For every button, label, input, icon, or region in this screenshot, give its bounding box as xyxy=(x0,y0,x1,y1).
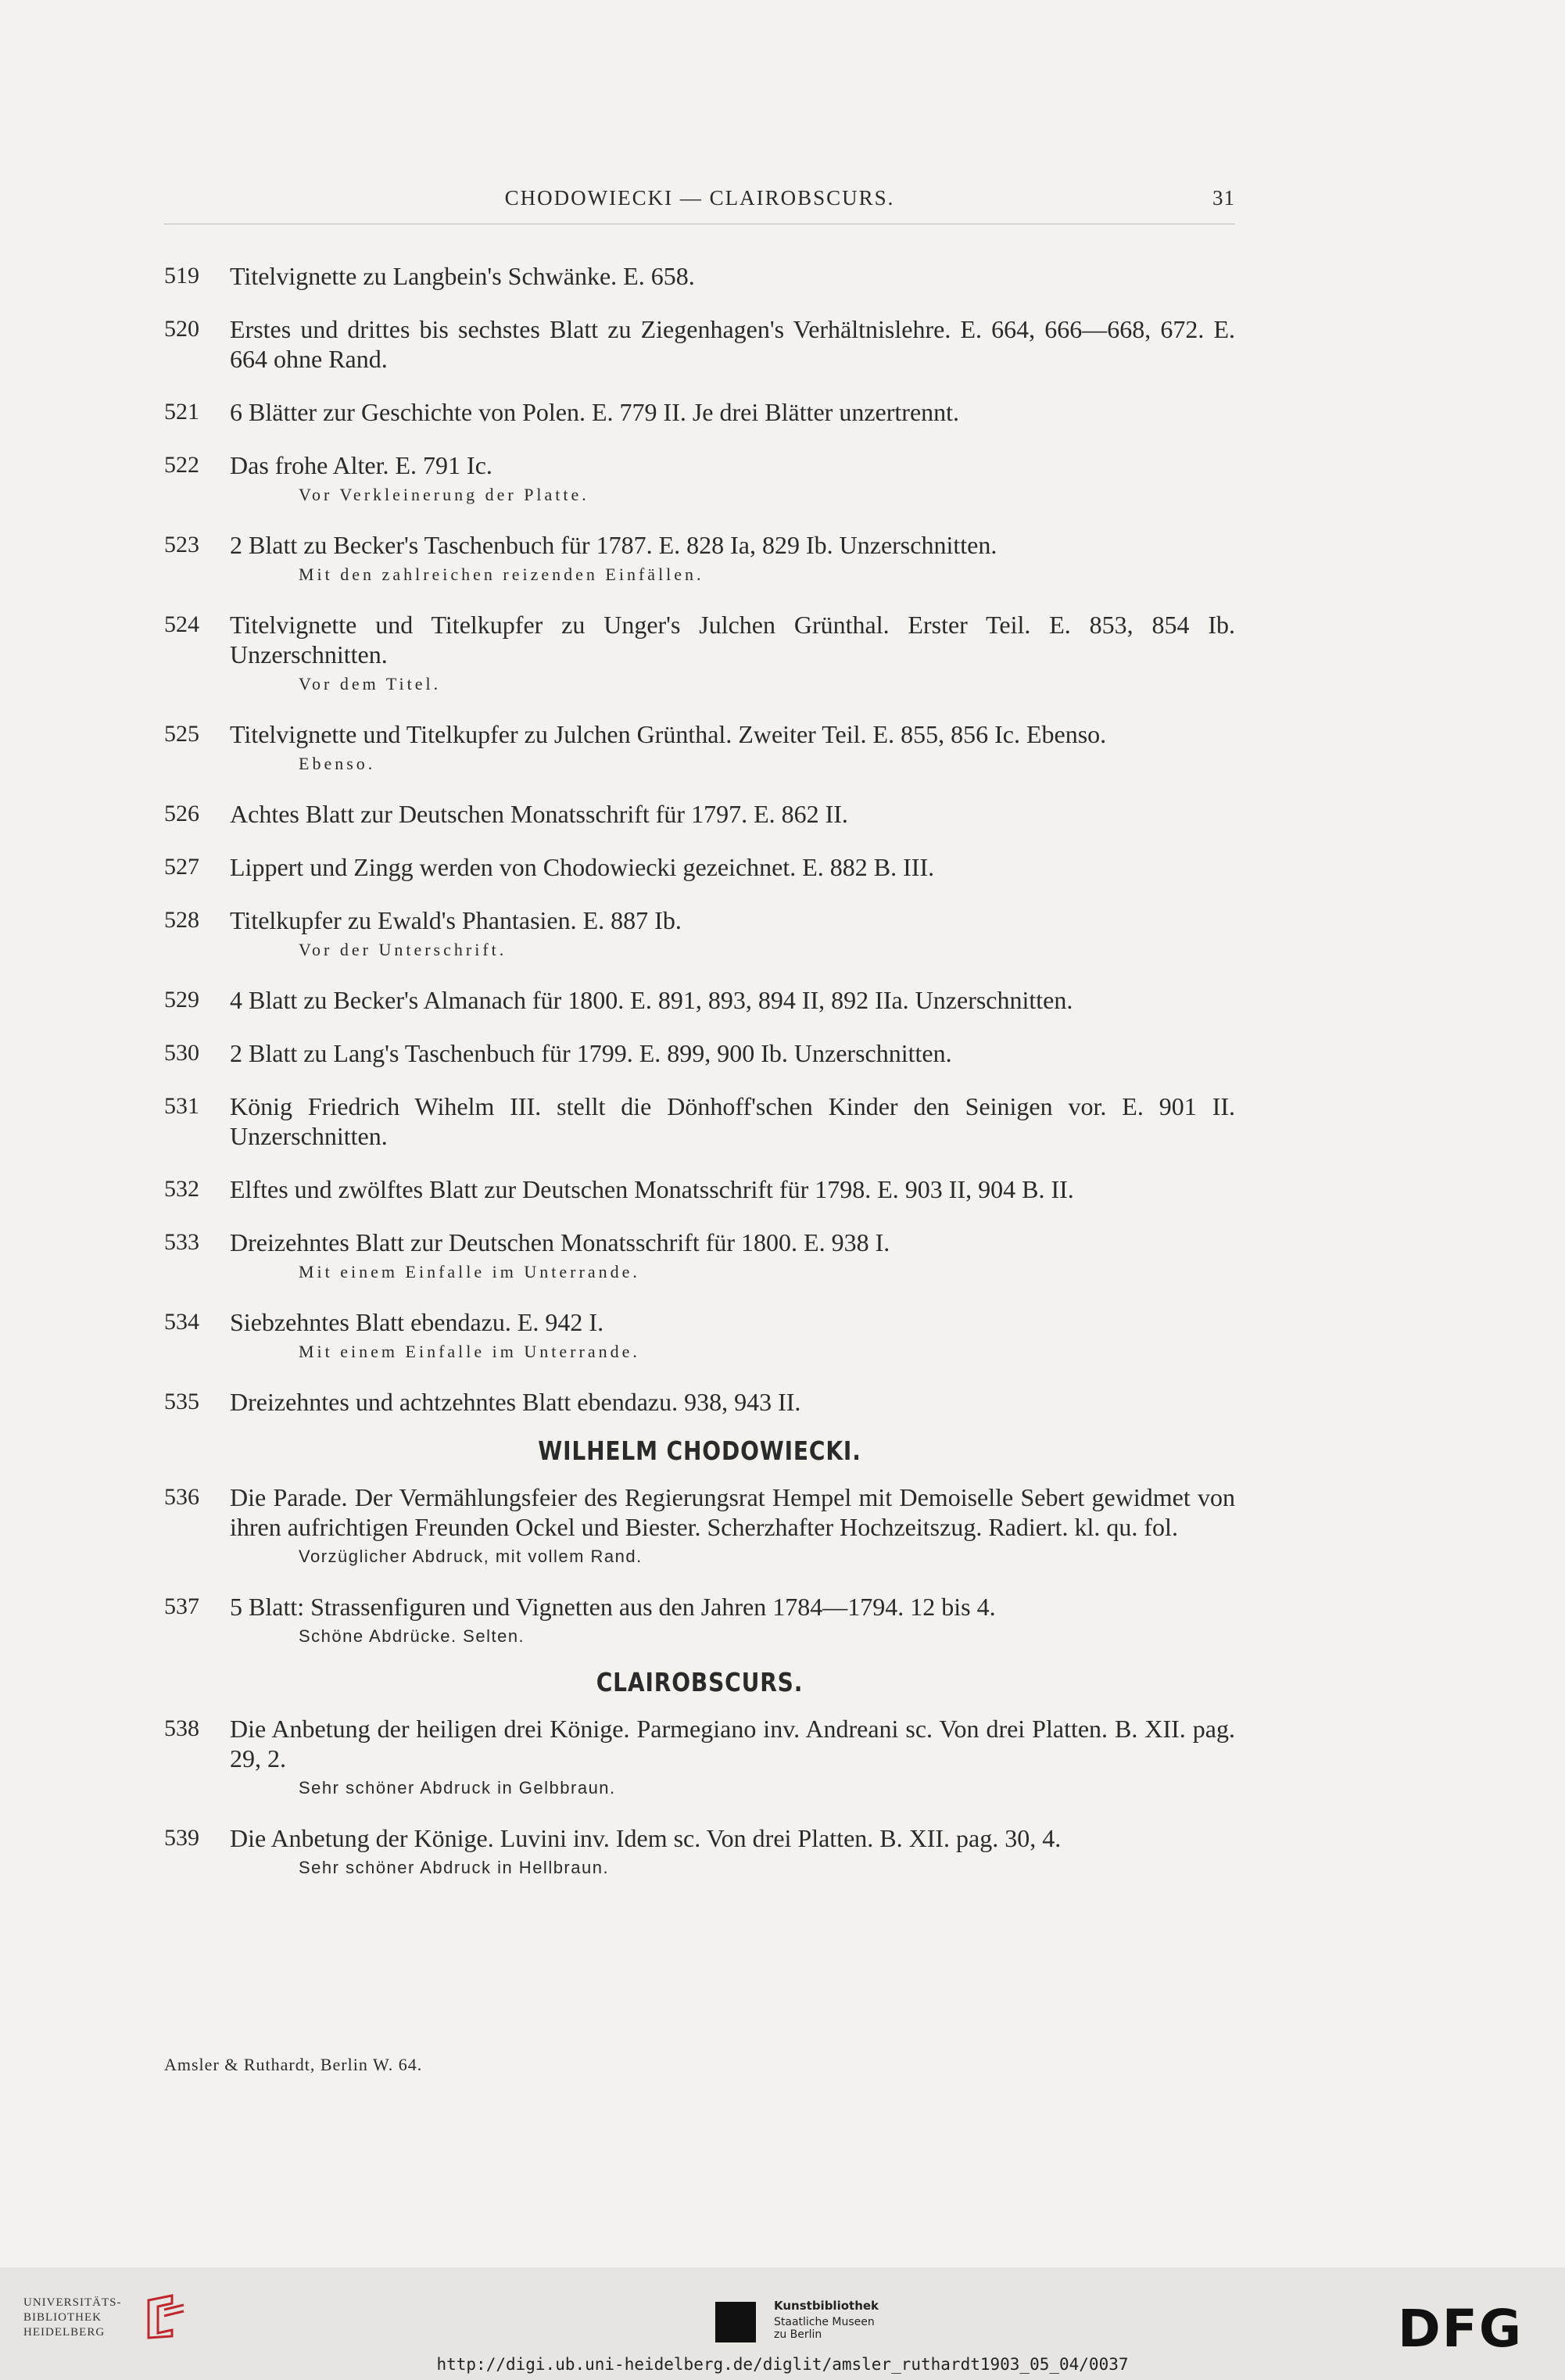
kunstbibliothek-logo[interactable] xyxy=(715,2292,887,2339)
entry-number: 536 xyxy=(164,1484,199,1510)
catalogue-entry-524 xyxy=(164,610,1235,696)
entry-number: 520 xyxy=(164,316,199,342)
entry-number: 528 xyxy=(164,907,199,933)
entry-text: Titelvignette und Titelkupfer zu Unger's Julchen Grünthal. Erster Teil. E. 853, 854 Ib. Unzerschnitten. xyxy=(230,611,1235,668)
printer-imprint: Amsler & Ruthardt, Berlin W. 64. xyxy=(164,2055,423,2074)
digitization-footer xyxy=(0,2267,1565,2380)
catalogue-entry-535 xyxy=(164,1387,1235,1417)
entry-text: 4 Blatt zu Becker's Almanach für 1800. E. 891, 893, 894 II, 892 IIa. Unzerschnitten. xyxy=(230,986,1073,1014)
entry-note: Sehr schöner Abdruck in Hellbraun. xyxy=(299,1858,610,1877)
entry-text: 2 Blatt zu Lang's Taschenbuch für 1799. E. 899, 900 Ib. Unzerschnitten. xyxy=(230,1039,952,1067)
catalogue-entry-527 xyxy=(164,852,1235,882)
entry-text: Dreizehntes und achtzehntes Blatt ebendazu. 938, 943 II. xyxy=(230,1388,801,1416)
entry-note: Sehr schöner Abdruck in Gelbbraun. xyxy=(299,1778,616,1798)
entry-text: Elftes und zwölftes Blatt zur Deutschen Monatsschrift für 1798. E. 903 II, 904 B. II. xyxy=(230,1175,1074,1203)
entry-number: 535 xyxy=(164,1389,199,1414)
entry-text: Siebzehntes Blatt ebendazu. E. 942 I. xyxy=(230,1308,604,1336)
catalogue-entry-537 xyxy=(164,1592,1235,1648)
page-number: 31 xyxy=(1212,186,1235,210)
running-title: CHODOWIECKI — CLAIROBSCURS. xyxy=(504,186,895,210)
entry-number: 533 xyxy=(164,1229,199,1255)
ub-logo-text: UNIVERSITÄTS- BIBLIOTHEK HEIDELBERG xyxy=(23,2296,122,2339)
entry-number: 539 xyxy=(164,1825,199,1851)
catalogue-entry-538 xyxy=(164,1714,1235,1800)
entry-note: Mit einem Einfalle im Unterrande. xyxy=(299,1342,640,1361)
ub-heidelberg-logo[interactable] xyxy=(23,2292,203,2339)
catalogue-entry-522 xyxy=(164,450,1235,507)
catalogue-entry-534 xyxy=(164,1307,1235,1364)
entry-note: Vorzüglicher Abdruck, mit vollem Rand. xyxy=(299,1547,643,1566)
kb-line1: Kunstbibliothek xyxy=(774,2299,879,2313)
entry-number: 522 xyxy=(164,452,199,478)
entry-number: 529 xyxy=(164,987,199,1013)
entry-text: Titelkupfer zu Ewald's Phantasien. E. 887 Ib. xyxy=(230,906,682,934)
entry-number: 532 xyxy=(164,1176,199,1202)
catalogue-entry-532 xyxy=(164,1174,1235,1204)
catalogue-entry-536 xyxy=(164,1482,1235,1568)
entry-note: Vor dem Titel. xyxy=(299,674,442,694)
permalink-url[interactable]: http://digi.ub.uni-heidelberg.de/diglit/amsler_ruthardt1903_05_04/0037 xyxy=(436,2355,1129,2374)
entry-note: Mit den zahlreichen reizenden Einfällen. xyxy=(299,565,704,584)
entry-number: 525 xyxy=(164,721,199,747)
catalogue-entry-530 xyxy=(164,1038,1235,1068)
entry-text: Lippert und Zingg werden von Chodowiecki gezeichnet. E. 882 B. III. xyxy=(230,853,935,881)
kunstbibliothek-mark-icon xyxy=(715,2302,756,2342)
entry-text: Dreizehntes Blatt zur Deutschen Monatsschrift für 1800. E. 938 I. xyxy=(230,1228,890,1256)
entry-text: Das frohe Alter. E. 791 Ic. xyxy=(230,451,492,479)
entry-note: Vor Verkleinerung der Platte. xyxy=(299,485,589,504)
entry-number: 524 xyxy=(164,611,199,637)
entry-number: 531 xyxy=(164,1093,199,1119)
entry-text: Die Parade. Der Vermählungsfeier des Regierungsrat Hempel mit Demoiselle Sebert gewidmet von ihren aufrichtigen Freunden Ockel und Biester. Scherzhafter Hochzeitszug. Radiert. kl. qu. fol. xyxy=(230,1483,1235,1541)
entry-number: 521 xyxy=(164,399,199,425)
catalogue-entry-520 xyxy=(164,314,1235,374)
kb-line2: Staatliche Museen zu Berlin xyxy=(774,2316,875,2341)
catalogue-entry-523 xyxy=(164,530,1235,586)
entry-number: 519 xyxy=(164,263,199,289)
entry-note: Mit einem Einfalle im Unterrande. xyxy=(299,1262,640,1281)
catalogue-entries xyxy=(164,261,1235,1880)
ub-logo-mark-icon xyxy=(141,2292,203,2339)
catalogue-entry-533 xyxy=(164,1228,1235,1284)
entry-text: 6 Blätter zur Geschichte von Polen. E. 779 II. Je drei Blätter unzertrennt. xyxy=(230,398,960,426)
entry-text: Die Anbetung der Könige. Luvini inv. Idem sc. Von drei Platten. B. XII. pag. 30, 4. xyxy=(230,1824,1062,1852)
catalogue-entry-519 xyxy=(164,261,1235,291)
entry-number: 534 xyxy=(164,1309,199,1335)
catalogue-entry-525 xyxy=(164,719,1235,776)
entry-number: 526 xyxy=(164,801,199,826)
entry-text: Titelvignette und Titelkupfer zu Julchen Grünthal. Zweiter Teil. E. 855, 856 Ic. Ebenso. xyxy=(230,720,1107,748)
entry-text: König Friedrich Wihelm III. stellt die Dönhoff'schen Kinder den Seinigen vor. E. 901 II. Unzerschnitten. xyxy=(230,1092,1235,1150)
entry-number: 527 xyxy=(164,854,199,880)
entry-number: 530 xyxy=(164,1040,199,1066)
entry-note: Ebenso. xyxy=(299,754,376,773)
entry-number: 523 xyxy=(164,532,199,557)
entry-text: 5 Blatt: Strassenfiguren und Vignetten aus den Jahren 1784—1794. 12 bis 4. xyxy=(230,1593,996,1621)
entry-note: Schöne Abdrücke. Selten. xyxy=(299,1626,525,1646)
catalogue-entry-531 xyxy=(164,1091,1235,1151)
catalogue-entry-521 xyxy=(164,397,1235,427)
entry-text: Erstes und drittes bis sechstes Blatt zu Ziegenhagen's Verhältnislehre. E. 664, 666—668, 672. E. 664 ohne Rand. xyxy=(230,315,1235,373)
entry-text: 2 Blatt zu Becker's Taschenbuch für 1787. E. 828 Ia, 829 Ib. Unzerschnitten. xyxy=(230,531,997,559)
entry-number: 537 xyxy=(164,1593,199,1619)
catalogue-entry-539 xyxy=(164,1823,1235,1880)
running-head xyxy=(164,186,1235,217)
section-heading-wilhelm: WILHELM CHODOWIECKI. xyxy=(538,1436,861,1466)
entry-text: Achtes Blatt zur Deutschen Monatsschrift für 1797. E. 862 II. xyxy=(230,800,848,828)
dfg-logo[interactable]: DFG xyxy=(1398,2299,1524,2359)
entry-text: Die Anbetung der heiligen drei Könige. Parmegiano inv. Andreani sc. Von drei Platten. B. XII. pag. 29, 2. xyxy=(230,1715,1235,1772)
entry-number: 538 xyxy=(164,1715,199,1741)
section-heading-clairobscurs: CLAIROBSCURS. xyxy=(596,1667,804,1697)
entry-note: Vor der Unterschrift. xyxy=(299,940,507,959)
catalogue-entry-528 xyxy=(164,905,1235,962)
catalogue-entry-526 xyxy=(164,799,1235,829)
entry-text: Titelvignette zu Langbein's Schwänke. E. 658. xyxy=(230,262,695,290)
catalogue-entry-529 xyxy=(164,985,1235,1015)
